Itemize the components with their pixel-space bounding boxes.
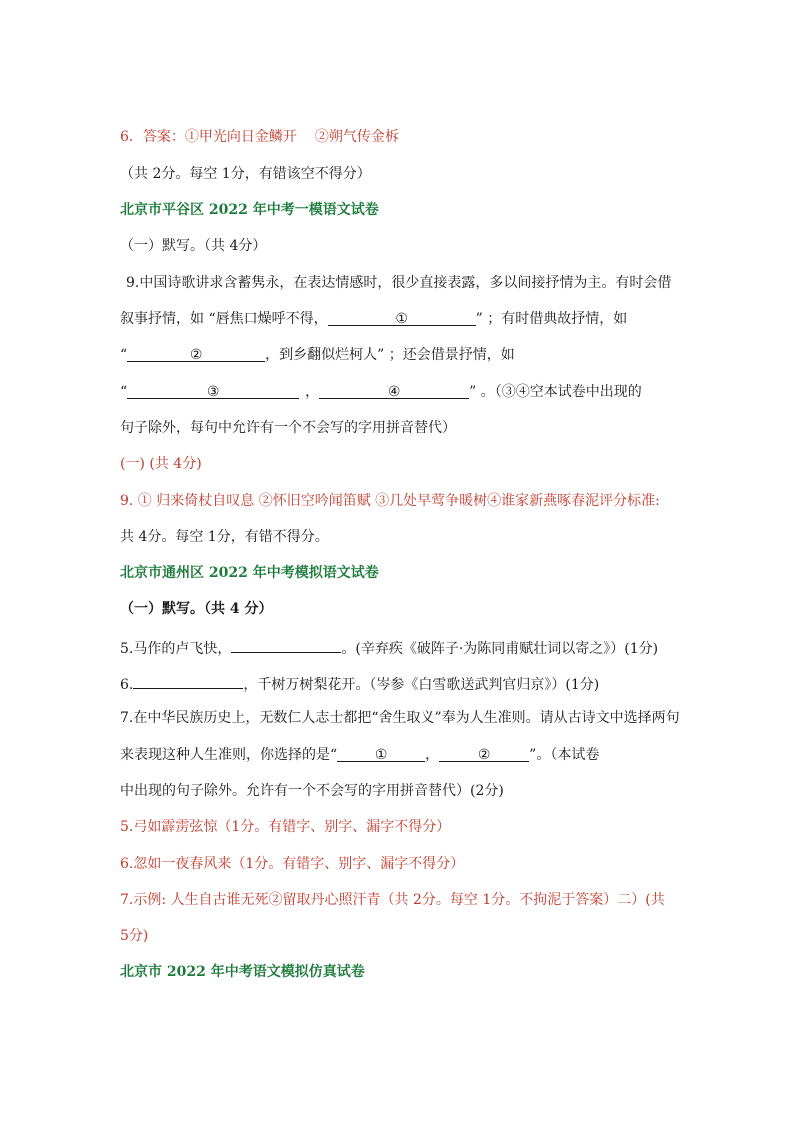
answer-q7-line2: 5分) bbox=[120, 928, 149, 944]
question-9-text: ，到乡翻似烂柯人” ；还会借景抒情，如 bbox=[265, 347, 515, 363]
question-9-line5: 句子除外，每句中允许有一个不会写的字用拼音替代） bbox=[120, 420, 456, 436]
question-9-text: 叙事抒情，如 “唇焦口燥呼不得， bbox=[120, 311, 328, 327]
answer-line-q6 bbox=[120, 128, 399, 146]
question-9-line1: 9.中国诗歌讲求含蓄隽永，在表达情感时，很少直接表露，多以间接抒情为主。有时会借 bbox=[126, 275, 672, 291]
blank-marker: ① bbox=[374, 747, 388, 763]
separator: ， bbox=[425, 747, 440, 763]
answer-q6-part1: 6．答案：①甲光向日金鳞开 bbox=[120, 129, 297, 145]
blank-1 bbox=[328, 310, 476, 326]
blank-q7-2 bbox=[439, 746, 529, 762]
question-7-line2 bbox=[120, 746, 599, 764]
question-7-line3: 中出现的句子除外。允许有一个不会写的字用拼音替代）(2分) bbox=[120, 783, 504, 799]
blank-marker: ① bbox=[395, 311, 408, 327]
blank-q7-1 bbox=[337, 746, 425, 762]
question-9-line3 bbox=[120, 346, 515, 364]
question-5 bbox=[120, 637, 658, 658]
question-9-text: ” 。（③④空本试卷中出现的 bbox=[469, 384, 642, 400]
subsection-heading-dictation: （一）默写。（共 4分） bbox=[120, 238, 267, 254]
question-7-line1: 7.在中华民族历史上，无数仁人志士都把“舍生取义”奉为人生准则。请从古诗文中选择两句 bbox=[120, 710, 680, 726]
blank-3 bbox=[127, 383, 299, 399]
section-heading-beijing: 北京市 2022 年中考语文模拟仿真试卷 bbox=[120, 964, 365, 980]
blank-2 bbox=[127, 346, 265, 362]
blank-marker: ④ bbox=[387, 384, 401, 400]
question-7-text: ”。（本试卷 bbox=[529, 747, 600, 763]
answer-q5: 5.弓如霹雳弦惊（1分。有错字、别字、漏字不得分） bbox=[120, 819, 451, 835]
question-7-text: 来表现这种人生准则，你选择的是“ bbox=[120, 747, 338, 763]
answer-q6: 6.忽如一夜春风来（1分。有错字、别字、漏字不得分） bbox=[120, 856, 465, 872]
answer-line-q9: 9. ① 归来倚杖自叹息 ②怀旧空吟闻笛赋 ③几处早莺争暖树④谁家新燕啄春泥评分标准: bbox=[120, 493, 660, 509]
separator: ， bbox=[305, 384, 320, 400]
question-9-text: ” ；有时借典故抒情，如 bbox=[475, 311, 628, 327]
scoring-note-q6: （共 2分。每空 1分，有错该空不得分） bbox=[120, 166, 371, 182]
answer-q7-line1: 7.示例: 人生自古谁无死②留取丹心照汗青（共 2分。每空 1分。不拘泥于答案）二）(共 bbox=[120, 892, 665, 908]
answer-heading-dictation: (一) (共 4分) bbox=[120, 456, 202, 472]
question-5-text: 。(辛弃疾《破阵子·为陈同甫赋壮词以寄之》）(1分) bbox=[341, 641, 659, 657]
question-6 bbox=[120, 673, 599, 694]
question-6-text: 6. bbox=[120, 677, 134, 693]
question-5-text: 5.马作的卢飞快， bbox=[120, 641, 232, 657]
question-9-line2 bbox=[120, 310, 627, 328]
blank-q5 bbox=[231, 637, 341, 653]
answer-q6-part2: ②朔气传金柝 bbox=[314, 129, 399, 145]
subsection-heading-dictation-2: （一）默写。（共 4 分） bbox=[120, 601, 273, 617]
question-9-text: “ bbox=[120, 384, 128, 400]
question-6-text: ，千树万树梨花开。（岑参《白雪歌送武判官归京》）(1分) bbox=[243, 677, 600, 693]
blank-q6 bbox=[133, 673, 243, 689]
blank-4 bbox=[319, 383, 469, 399]
section-heading-pinggu: 北京市平谷区 2022 年中考一模语文试卷 bbox=[120, 202, 379, 218]
question-9-text: “ bbox=[120, 347, 128, 363]
section-heading-tongzhou: 北京市通州区 2022 年中考模拟语文试卷 bbox=[120, 565, 379, 581]
question-9-line4 bbox=[120, 383, 642, 401]
scoring-note-q9: 共 4分。每空 1分，有错不得分。 bbox=[120, 529, 329, 545]
blank-marker: ② bbox=[189, 347, 203, 363]
blank-marker: ③ bbox=[206, 384, 220, 400]
blank-marker: ② bbox=[477, 747, 491, 763]
